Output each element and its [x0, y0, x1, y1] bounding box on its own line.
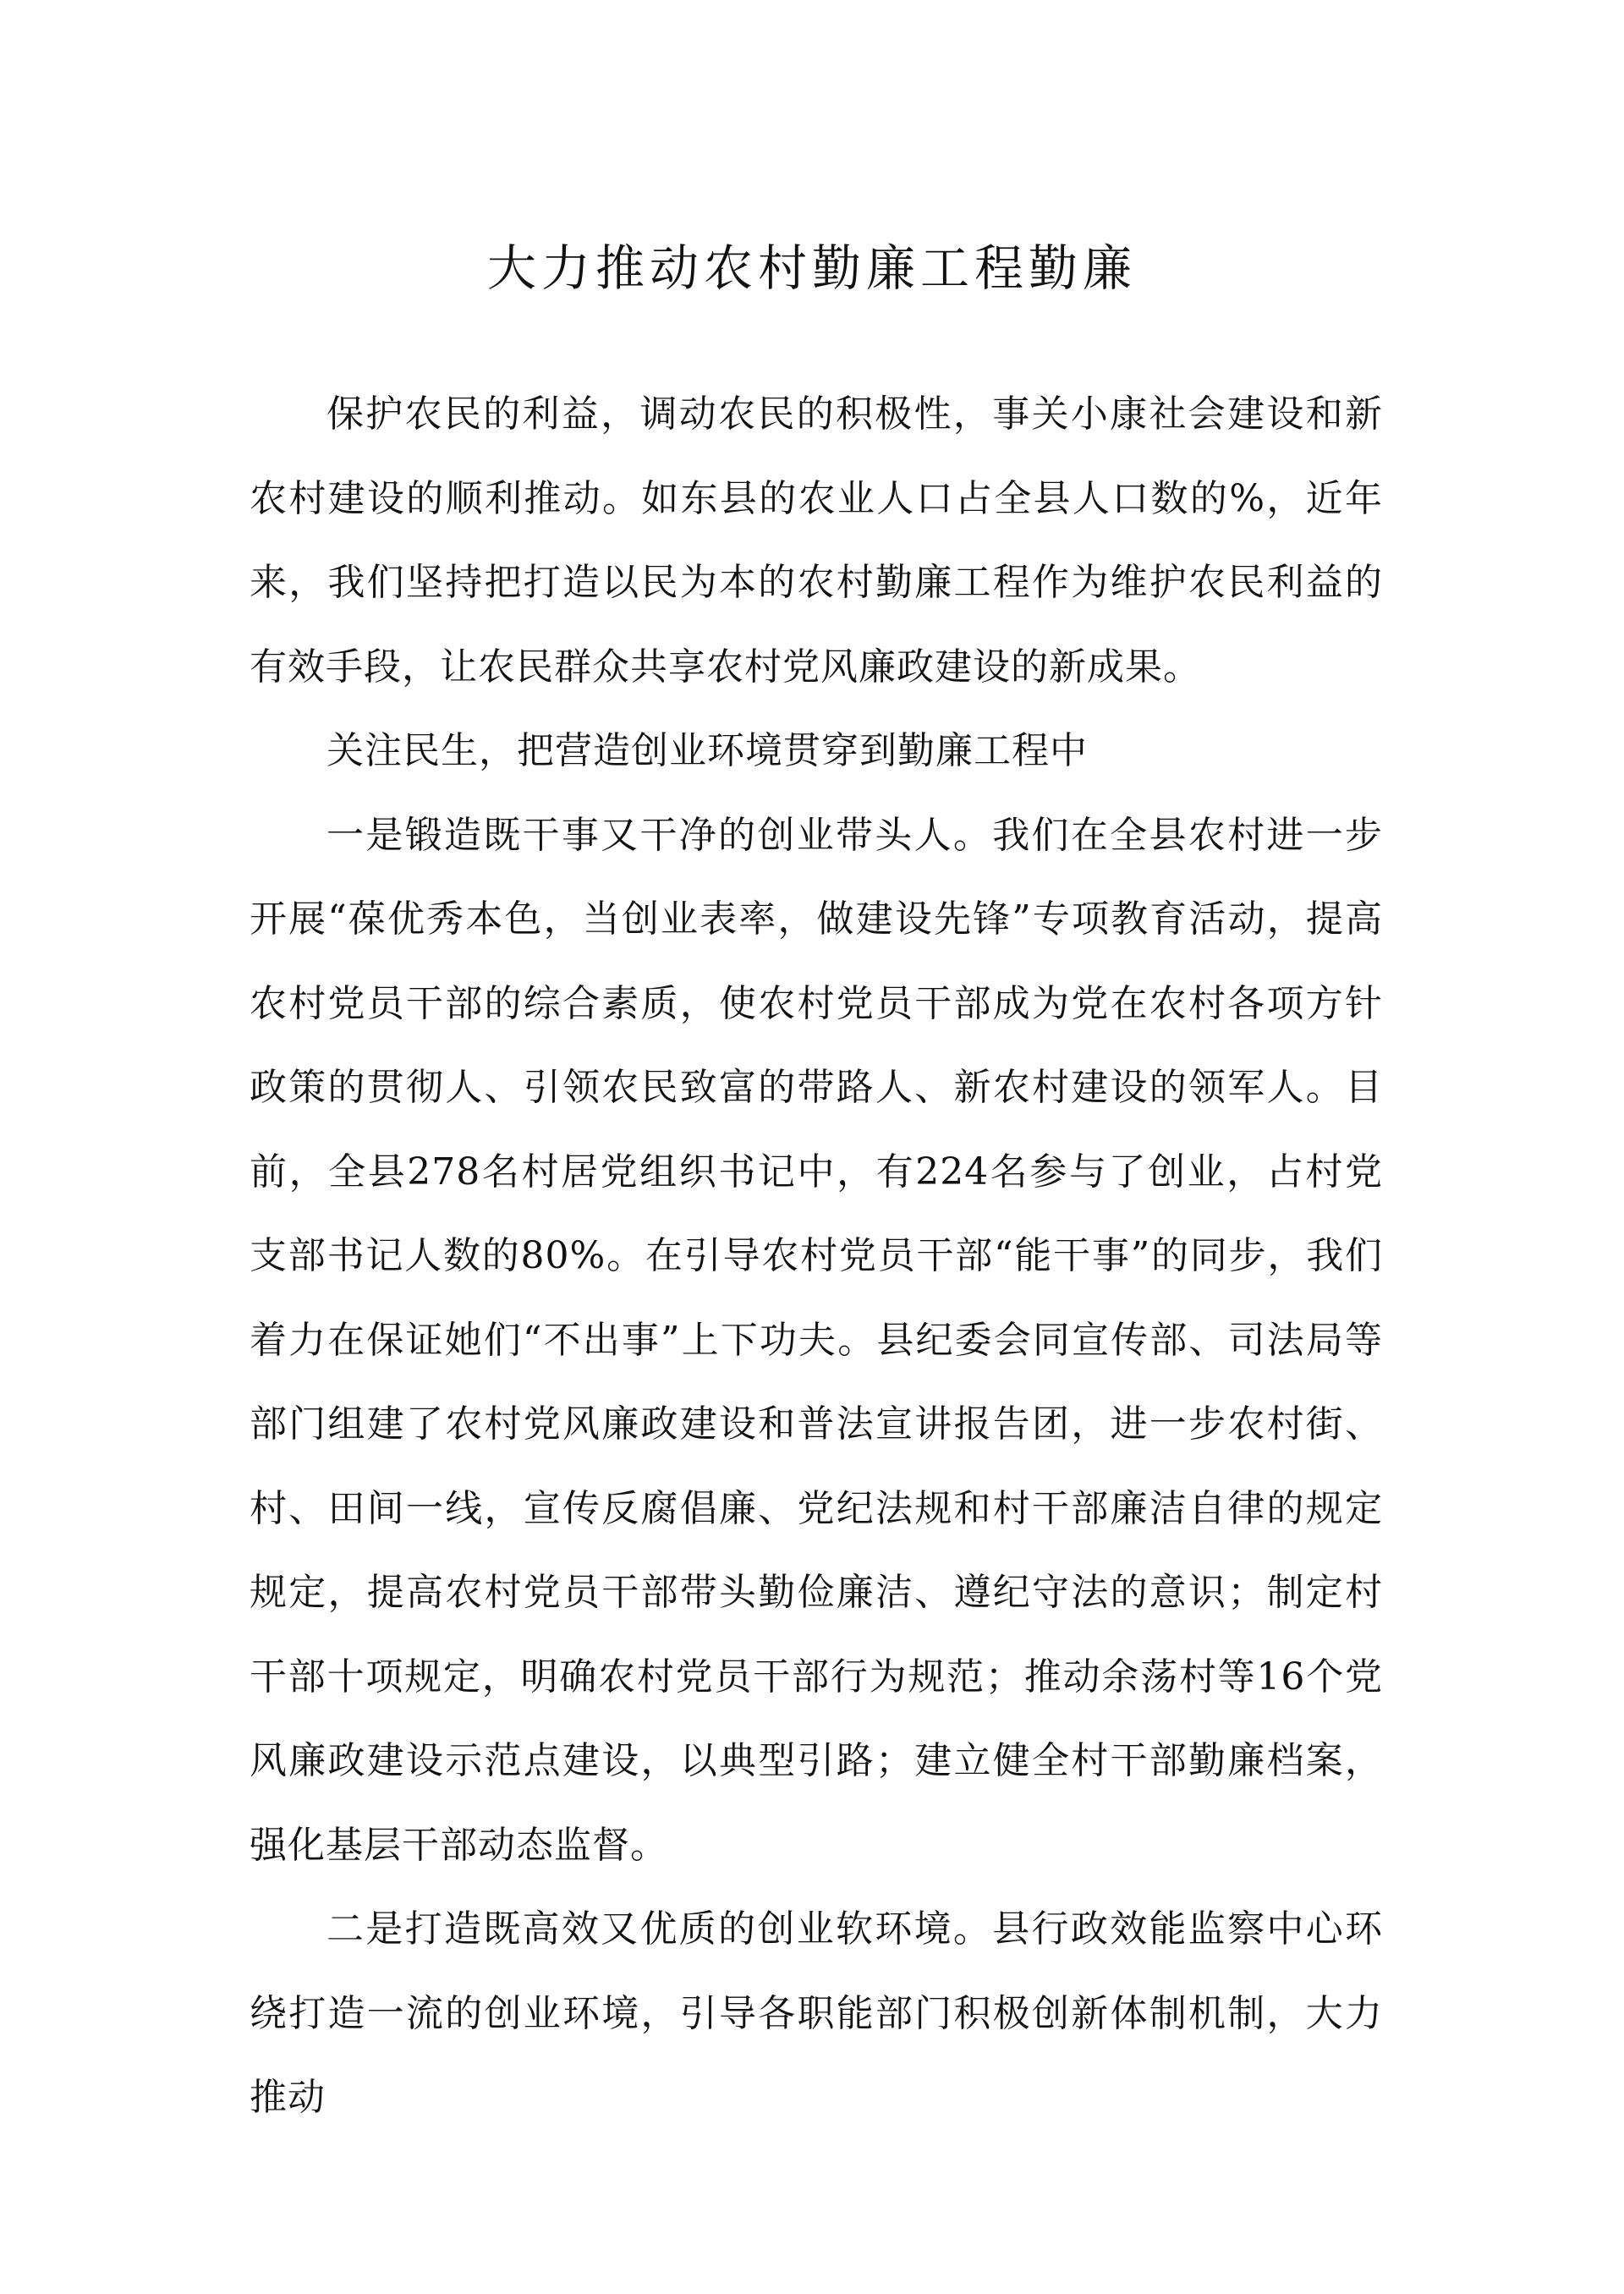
- section-heading: 关注民生，把营造创业环境贯穿到勤廉工程中: [326, 729, 1088, 772]
- paragraph-point-one: 一是锻造既干事又干净的创业带头人。我们在全县农村进一步开展“葆优秀本色，当创业表率，做建设先锋”专项教育活动，提高农村党员干部的综合素质，使农村党员干部成为党在农村各项方针政策的贯彻人、引领农民致富的带路人、新农村建设的领军人。目前，全县278名村居党组织书记中，有224名参与了创业，占村党支部书记人数的80%。在引导农村党员干部“能干事”的同步，我们着力在保证她们“不出事”上下功夫。县纪委会同宣传部、司法局等部门组建了农村党风廉政建设和普法宣讲报告团，进一步农村街、村、田间一线，宣传反腐倡廉、党纪法规和村干部廉洁自律的规定规定，提高农村党员干部带头勤俭廉洁、遵纪守法的意识；制定村干部十项规定，明确农村党员干部行为规范；推动余荡村等16个党风廉政建设示范点建设，以典型引路；建立健全村干部勤廉档案，强化基层干部动态监督。: [250, 813, 1383, 1867]
- paragraph-intro: 保护农民的利益，调动农民的积极性，事关小康社会建设和新农村建设的顺利推动。如东县的农业人口占全县人口数的%，近年来，我们坚持把打造以民为本的农村勤廉工程作为维护农民利益的有效手段，让农民群众共享农村党风廉政建设的新成果。: [250, 392, 1383, 689]
- document-body: [250, 372, 1383, 2140]
- paragraph-point-two: 二是打造既高效又优质的创业软环境。县行政效能监察中心环绕打造一流的创业环境，引导各职能部门积极创新体制机制，大力推动: [250, 1907, 1383, 2119]
- document-title: 大力推动农村勤廉工程勤廉: [486, 239, 1137, 297]
